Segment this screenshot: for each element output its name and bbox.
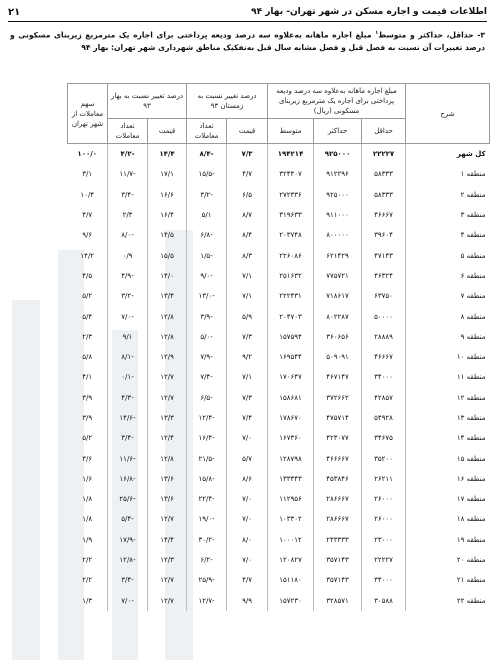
cell-spring-transactions: -۳/۴ (108, 570, 148, 590)
cell-max: ۵۰۹۰۹۱ (314, 347, 362, 367)
cell-min: ۵۸۳۳۳ (362, 185, 406, 205)
cell-min: ۲۶۰۰۰ (362, 509, 406, 529)
cell-spring-transactions: -۵/۴ (108, 509, 148, 529)
cell-min: ۵۴۹۲۸ (362, 408, 406, 428)
cell-winter-transactions: -۹/۰ (187, 266, 227, 286)
cell-winter-transactions: -۲۱/۵ (187, 448, 227, 468)
cell-region: منطقه ۹ (406, 327, 490, 347)
running-header (8, 4, 487, 20)
cell-winter-price: ۷/۱ (227, 286, 268, 306)
cell-winter-price: ۷/۰ (227, 509, 268, 529)
cell-winter-price: ۷/۳ (227, 144, 268, 165)
cell-spring-price: ۱۵/۵ (148, 245, 187, 265)
cell-share: ۱/۹ (82, 535, 93, 544)
cell-min: ۵۸۳۳۳ (362, 164, 406, 184)
cell-min: ۳۹۶۰۴ (362, 225, 406, 245)
cell-spring-transactions: -۴/۲ (108, 144, 148, 165)
cell-region: منطقه ۱۲ (406, 388, 490, 408)
cell-region: منطقه ۶ (406, 266, 490, 286)
table-row (7, 388, 490, 408)
cell-spring-transactions: -۳/۴ (108, 428, 148, 448)
cell-winter-transactions: -۱۲/۴ (187, 408, 227, 428)
table-caption (10, 27, 485, 54)
table-row (7, 530, 490, 550)
cell-spring-price: ۱۷/۱ (148, 164, 187, 184)
cell-winter-transactions: -۳/۹ (187, 306, 227, 326)
cell-share: ۴/۵ (82, 271, 93, 280)
cell-winter-transactions: -۶/۵ (187, 388, 227, 408)
cell-spring-transactions: -۴/۹ (108, 266, 148, 286)
table-row (7, 591, 490, 611)
cell-spring-price: ۱۳/۶ (148, 469, 187, 489)
cell-spring-transactions: -۷/۰ (108, 306, 148, 326)
cell-min: ۴۷۱۴۳ (362, 245, 406, 265)
cell-winter-transactions: ۵/۱ (187, 205, 227, 225)
cell-spring-transactions: -۱۷/۹ (108, 530, 148, 550)
cell-share: ۳/۹ (82, 414, 93, 422)
cell-region: منطقه ۱۳ (406, 408, 490, 428)
header-spring-transactions: تعداد معاملات (108, 119, 148, 144)
cell-region: منطقه ۵ (406, 245, 490, 265)
cell-min: ۲۳۰۰۰ (362, 530, 406, 550)
cell-winter-transactions: -۱۶/۴ (187, 428, 227, 448)
header-group-spring: درصد تغییر نسبت به بهار ۹۳ (108, 84, 187, 119)
footnote-mark: ۱ (375, 30, 379, 36)
cell-winter-price: ۷/۴ (227, 408, 268, 428)
cell-max: ۹۲۵۰۰۰ (314, 144, 362, 165)
cell-spring-transactions: -۳/۴ (108, 185, 148, 205)
cell-share: ۱۴/۲ (80, 251, 95, 260)
cell-share: ۳/۱ (82, 170, 93, 179)
table-row (7, 469, 490, 489)
cell-avg: ۱۵۱۱۸۰ (268, 570, 314, 590)
cell-max: ۴۶۷۱۴۷ (314, 367, 362, 387)
cell-min: ۳۵۲۰۰ (362, 448, 406, 468)
cell-winter-transactions: -۶/۸ (187, 225, 227, 245)
cell-max: ۹۲۵۰۰۰ (314, 185, 362, 205)
cell-region: منطقه ۱۷ (406, 489, 490, 509)
cell-spring-price: ۱۳/۶ (148, 489, 187, 509)
cell-avg: ۱۹۴۲۱۴ (268, 144, 314, 165)
cell-winter-transactions: -۱۵/۵ (187, 164, 227, 184)
cell-min: ۲۲۲۲۷ (362, 550, 406, 570)
cell-spring-transactions: ۰/۹ (108, 245, 148, 265)
cell-winter-transactions: -۲۵/۹ (187, 570, 227, 590)
cell-min: ۲۶۲۱۱ (362, 469, 406, 489)
cell-avg: ۱۰۰۰۱۲ (268, 530, 314, 550)
cell-share: ۴/۱ (82, 373, 93, 382)
cell-spring-price: ۱۴/۴ (148, 144, 187, 165)
cell-winter-price: ۶/۵ (227, 185, 268, 205)
cell-spring-transactions: -۰/۱ (108, 367, 148, 387)
cell-winter-price: ۹/۹ (227, 591, 268, 611)
table-row (7, 164, 490, 184)
cell-avg: ۱۶۷۳۶۰ (268, 428, 314, 448)
cell-spring-transactions: -۱۶/۸ (108, 469, 148, 489)
cell-winter-transactions: -۵/۰ (187, 327, 227, 347)
cell-max: ۹۱۱۰۰۰ (314, 205, 362, 225)
table-row (7, 266, 490, 286)
cell-avg: ۱۷۸۶۷۰ (268, 408, 314, 428)
cell-spring-transactions: -۸/۱ (108, 347, 148, 367)
table-row (7, 347, 490, 367)
cell-spring-transactions: ۹/۱ (108, 327, 148, 347)
cell-max: ۴۶۶۶۶۷ (314, 448, 362, 468)
cell-avg: ۳۱۹۶۳۳ (268, 205, 314, 225)
cell-region: کل شهر (406, 144, 490, 165)
cell-max: ۸۰۰۰۰۰ (314, 225, 362, 245)
cell-spring-price: ۱۲/۳ (148, 550, 187, 570)
cell-min: ۲۲۲۲۷ (362, 144, 406, 165)
cell-min: ۴۶۶۶۷ (362, 205, 406, 225)
cell-spring-price: ۱۶/۴ (148, 205, 187, 225)
cell-avg: ۲۲۲۴۳۱ (268, 286, 314, 306)
cell-avg: ۲۲۶۰۸۶ (268, 245, 314, 265)
cell-region: منطقه ۱۹ (406, 530, 490, 550)
cell-winter-price: ۸/۴ (227, 225, 268, 245)
cell-spring-price: ۱۲/۷ (148, 570, 187, 590)
cell-share: ۳/۶ (82, 454, 93, 463)
cell-winter-price: ۷/۱ (227, 266, 268, 286)
cell-region: منطقه ۳ (406, 205, 490, 225)
cell-winter-price: ۸/۶ (227, 469, 268, 489)
cell-winter-price: ۹/۲ (227, 347, 268, 367)
cell-share: ۵/۲ (82, 434, 93, 443)
table-row-total (7, 144, 490, 165)
cell-share: ۴/۷ (82, 211, 93, 220)
cell-region: منطقه ۱۰ (406, 347, 490, 367)
cell-avg: ۱۲۰۸۲۷ (268, 550, 314, 570)
cell-region: منطقه ۱ (406, 164, 490, 184)
cell-spring-price: ۱۲/۸ (148, 448, 187, 468)
cell-max: ۳۷۲۶۶۲ (314, 388, 362, 408)
cell-winter-price: ۷/۰ (227, 550, 268, 570)
cell-region: منطقه ۲۱ (406, 570, 490, 590)
table-row (7, 245, 490, 265)
cell-winter-price: ۸/۷ (227, 205, 268, 225)
cell-min: ۳۴۰۰۰ (362, 570, 406, 590)
cell-share: ۵/۲ (82, 292, 93, 301)
cell-spring-transactions: -۷/۰ (108, 591, 148, 611)
cell-avg: ۱۷۰۶۴۷ (268, 367, 314, 387)
cell-max: ۴۲۳۰۷۷ (314, 428, 362, 448)
cell-min: ۶۳۷۵۰ (362, 286, 406, 306)
header-winter-transactions: تعداد معاملات (187, 119, 227, 144)
table-row (7, 367, 490, 387)
cell-region: منطقه ۲۲ (406, 591, 490, 611)
rent-table (6, 83, 490, 611)
cell-max: ۴۷۵۷۱۴ (314, 408, 362, 428)
cell-winter-price: ۷/۰ (227, 428, 268, 448)
cell-winter-price: ۴/۷ (227, 164, 268, 184)
cell-avg: ۲۰۳۷۴۸ (268, 225, 314, 245)
cell-share: ۲/۳ (82, 332, 93, 341)
cell-spring-transactions: -۱۴/۶ (108, 408, 148, 428)
cell-region: منطقه ۲۰ (406, 550, 490, 570)
cell-avg: ۲۷۲۳۳۶ (268, 185, 314, 205)
cell-share: ۱/۸ (82, 515, 93, 524)
cell-share: ۲/۲ (82, 576, 93, 585)
caption-prefix: ۳- حداقل، حداکثر و متوسط (378, 30, 485, 40)
header-avg: متوسط (268, 119, 314, 144)
table-row (7, 327, 490, 347)
cell-spring-price: ۱۲/۷ (148, 591, 187, 611)
cell-share: ۹/۶ (82, 231, 93, 240)
header-group-rent: مبلغ اجاره ماهانه به‌علاوه سه درصد ودیعه پرداختی برای اجاره یک مترمربع زیربنای مسکونی (ریال) (268, 84, 406, 119)
header-spring-price: قیمت (148, 119, 187, 144)
cell-avg: ۲۰۴۷۰۳ (268, 306, 314, 326)
cell-share: ۱۰۰/۰ (77, 150, 98, 159)
cell-spring-price: ۱۶/۶ (148, 185, 187, 205)
caption-text: مبلغ اجاره ماهانه به‌علاوه سه درصد ودیعه پرداختی برای اجاره یک مترمربع زیربنای مسکونی و درصد تغییرات آن نسبت به فصل قبل و فصل مشابه سال قبل به‌تفکیک مناطق شهرداری شهر تهران: بهار ۹۴ (10, 30, 485, 52)
header-title: اطلاعات قیمت و اجاره مسکن در شهر تهران- بهار ۹۴ (251, 7, 487, 17)
cell-min: ۳۰۵۸۸ (362, 591, 406, 611)
cell-winter-transactions: -۷/۹ (187, 347, 227, 367)
table-row (7, 286, 490, 306)
table-row (7, 448, 490, 468)
table-row (7, 408, 490, 428)
header-region: شرح (406, 84, 490, 144)
table-row (7, 509, 490, 529)
cell-spring-transactions: -۴/۳ (108, 388, 148, 408)
cell-winter-transactions: -۳۰/۲ (187, 530, 227, 550)
cell-max: ۳۵۷۱۴۳ (314, 570, 362, 590)
cell-min: ۴۶۳۲۴ (362, 266, 406, 286)
cell-max: ۷۱۸۶۱۷ (314, 286, 362, 306)
cell-winter-price: ۷/۳ (227, 388, 268, 408)
cell-spring-transactions: -۲۵/۶ (108, 489, 148, 509)
cell-max: ۶۲۱۴۲۹ (314, 245, 362, 265)
table-row (7, 205, 490, 225)
cell-share: ۱/۶ (82, 474, 93, 483)
cell-share: ۵/۴ (82, 312, 93, 321)
cell-winter-price: ۴/۷ (227, 570, 268, 590)
cell-spring-price: ۱۲/۸ (148, 306, 187, 326)
cell-winter-transactions: -۱۵/۸ (187, 469, 227, 489)
cell-spring-transactions: -۸/۰ (108, 225, 148, 245)
cell-region: منطقه ۱۵ (406, 448, 490, 468)
cell-spring-price: ۱۲/۷ (148, 367, 187, 387)
cell-spring-price: ۱۳/۳ (148, 408, 187, 428)
cell-min: ۳۴۰۰۰ (362, 367, 406, 387)
cell-min: ۲۶۰۰۰ (362, 489, 406, 509)
table-row (7, 570, 490, 590)
cell-region: منطقه ۲ (406, 185, 490, 205)
cell-avg: ۱۳۳۳۴۳ (268, 469, 314, 489)
cell-max: ۸۰۲۲۸۷ (314, 306, 362, 326)
cell-region: منطقه ۱۸ (406, 509, 490, 529)
cell-winter-price: ۷/۰ (227, 489, 268, 509)
header-max: حداکثر (314, 119, 362, 144)
cell-avg: ۱۵۷۲۳۰ (268, 591, 314, 611)
cell-spring-price: ۱۴/۴ (148, 530, 187, 550)
header-min: حداقل (362, 119, 406, 144)
cell-winter-transactions: -۲۲/۴ (187, 489, 227, 509)
cell-share: ۱/۸ (82, 495, 93, 504)
cell-avg: ۱۵۸۶۸۱ (268, 388, 314, 408)
cell-spring-price: ۱۴/۵ (148, 225, 187, 245)
cell-winter-price: ۷/۳ (227, 327, 268, 347)
cell-winter-price: ۷/۱ (227, 367, 268, 387)
cell-avg: ۱۱۲۹۵۶ (268, 489, 314, 509)
cell-winter-transactions: -۱۳/۰ (187, 286, 227, 306)
cell-min: ۴۶۶۶۷ (362, 347, 406, 367)
table-body (7, 144, 490, 611)
cell-min: ۴۲۸۵۷ (362, 388, 406, 408)
cell-spring-price: ۱۲/۴ (148, 428, 187, 448)
table-row (7, 306, 490, 326)
cell-winter-transactions: -۶/۲ (187, 550, 227, 570)
cell-share: ۱۰/۴ (80, 190, 95, 199)
cell-region: منطقه ۴ (406, 225, 490, 245)
cell-region: منطقه ۱۶ (406, 469, 490, 489)
cell-spring-price: ۱۲/۹ (148, 347, 187, 367)
cell-spring-price: ۱۲/۸ (148, 327, 187, 347)
cell-avg: ۱۲۸۷۹۸ (268, 448, 314, 468)
header-rule (8, 21, 487, 22)
cell-winter-price: ۵/۷ (227, 448, 268, 468)
cell-spring-transactions: -۱۱/۷ (108, 164, 148, 184)
cell-region: منطقه ۱۴ (406, 428, 490, 448)
cell-region: منطقه ۱۱ (406, 367, 490, 387)
cell-spring-price: ۱۳/۴ (148, 286, 187, 306)
cell-max: ۲۸۶۶۶۷ (314, 489, 362, 509)
cell-avg: ۱۰۳۳۰۲ (268, 509, 314, 529)
cell-min: ۲۸۸۸۹ (362, 327, 406, 347)
cell-winter-transactions: -۷/۴ (187, 367, 227, 387)
cell-max: ۲۴۳۳۳۳ (314, 530, 362, 550)
page-number: ۲۱ (8, 6, 21, 18)
cell-avg: ۳۲۴۴۰۷ (268, 164, 314, 184)
cell-share: ۲/۲ (82, 556, 93, 565)
cell-spring-transactions: -۱۲/۸ (108, 550, 148, 570)
cell-max: ۳۲۸۵۷۱ (314, 591, 362, 611)
cell-spring-price: ۱۴/۰ (148, 266, 187, 286)
cell-max: ۳۵۷۱۴۳ (314, 550, 362, 570)
cell-spring-transactions: -۱۱/۶ (108, 448, 148, 468)
cell-share: ۳/۹ (82, 393, 93, 402)
cell-max: ۷۷۵۷۲۱ (314, 266, 362, 286)
cell-region: منطقه ۷ (406, 286, 490, 306)
cell-share: ۱/۳ (82, 596, 93, 605)
table-row (7, 428, 490, 448)
cell-max: ۳۶۰۶۵۶ (314, 327, 362, 347)
cell-winter-price: ۸/۰ (227, 530, 268, 550)
table-row (7, 225, 490, 245)
cell-avg: ۱۶۹۵۴۴ (268, 347, 314, 367)
cell-winter-transactions: -۸/۴ (187, 144, 227, 165)
cell-spring-price: ۱۲/۷ (148, 388, 187, 408)
header-group-winter: درصد تغییر نسبت به زمستان ۹۳ (187, 84, 268, 119)
cell-min: ۳۴۶۷۵ (362, 428, 406, 448)
cell-winter-transactions: -۱۲/۷ (187, 591, 227, 611)
header-share: سهم معاملات از شهر تهران (68, 84, 108, 144)
cell-winter-transactions: -۱۹/۰ (187, 509, 227, 529)
cell-spring-transactions: -۳/۲ (108, 286, 148, 306)
cell-min: ۵۰۰۰۰ (362, 306, 406, 326)
cell-spring-transactions: ۲/۳ (108, 205, 148, 225)
cell-region: منطقه ۸ (406, 306, 490, 326)
table-row (7, 550, 490, 570)
cell-share: ۵/۸ (82, 353, 93, 362)
table-row (7, 185, 490, 205)
cell-max: ۴۵۳۸۴۶ (314, 469, 362, 489)
cell-winter-transactions: -۱/۵ (187, 245, 227, 265)
cell-spring-price: ۱۲/۷ (148, 509, 187, 529)
cell-winter-price: ۸/۳ (227, 245, 268, 265)
table-row (7, 489, 490, 509)
cell-winter-transactions: -۳/۲ (187, 185, 227, 205)
cell-avg: ۱۵۷۵۹۴ (268, 327, 314, 347)
cell-winter-price: ۵/۹ (227, 306, 268, 326)
header-winter-price: قیمت (227, 119, 268, 144)
cell-max: ۲۸۶۶۶۷ (314, 509, 362, 529)
cell-max: ۹۱۲۲۹۶ (314, 164, 362, 184)
cell-avg: ۲۵۱۶۳۲ (268, 266, 314, 286)
